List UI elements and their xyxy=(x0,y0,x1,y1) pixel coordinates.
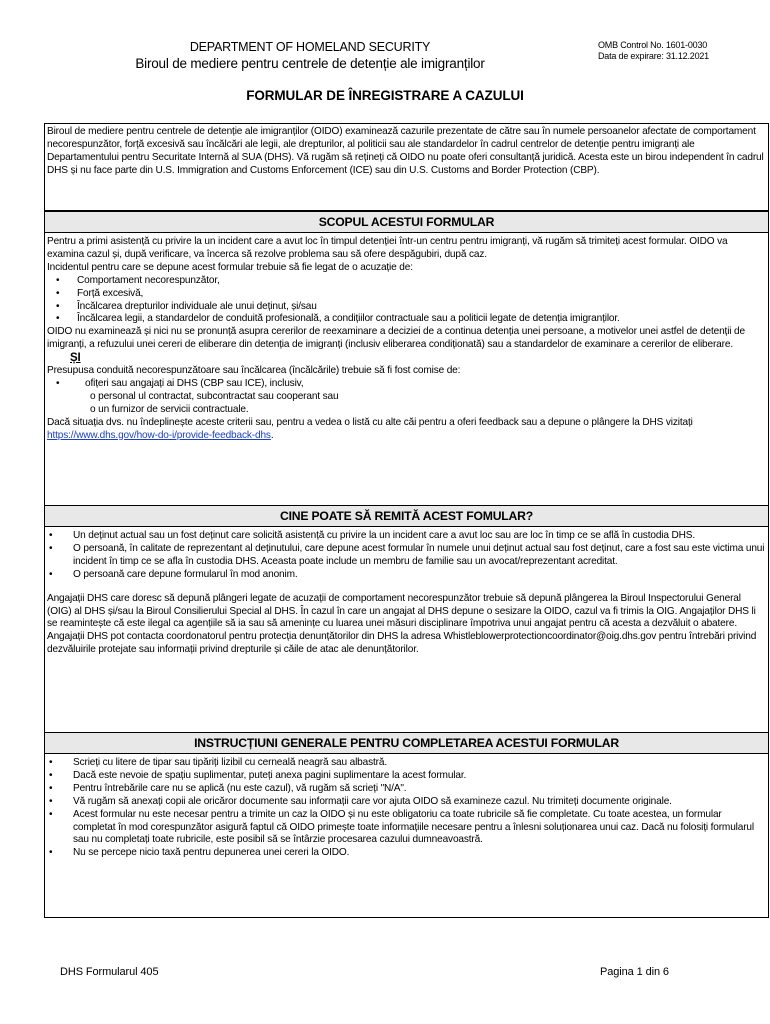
list-item: • Pentru întrebările care nu se aplică (nu este cazul), vă rugăm să scrieți "N/A". xyxy=(47,783,765,796)
form-number: DHS Formularul 405 xyxy=(60,966,159,978)
list-item: • O persoană, în calitate de reprezentant al deținutului, care depune acest formular în numele unui deținut actual sau fost deținut, care a fost sau este victima unui incident în timp ce se afla în custodia DHS. Aceasta poate include un membru de familie sau un avocat/reprezentant acreditat. xyxy=(47,543,765,569)
list-item: • O persoană care depune formularul în mod anonim. xyxy=(47,569,765,582)
who-list xyxy=(47,530,765,582)
and-label: ȘI xyxy=(70,352,81,365)
feedback-link[interactable]: https://www.dhs.gov/how-do-i/provide-feedback-dhs xyxy=(47,429,271,441)
list-item: • Încălcarea drepturilor individuale ale unui deținut, și/sau xyxy=(47,301,765,314)
list-item: • Vă rugăm să anexați copii ale oricăror documente sau informații care vor ajuta OIDO să examineze cazul. Nu trimiteți documente originale. xyxy=(47,796,765,809)
page-header xyxy=(60,40,560,71)
who-section xyxy=(47,530,765,657)
purpose-paragraph-1: Pentru a primi asistență cu privire la un incident care a avut loc în timpul detenției într-un centru pentru imigranți, vă rugăm să trimiteți acest formular. OIDO va examina cazul și, după verificare, va încerca să rezolve problema sau să ofere despăgubiri, după caz. xyxy=(47,236,728,260)
feedback-text: Dacă situația dvs. nu îndeplinește aceste criterii sau, pentru a vedea o listă cu alte căi pentru a oferi feedback sau a depune o plângere la DHS vizitați xyxy=(47,416,693,428)
intro-section xyxy=(47,126,765,178)
list-item: • Comportament necorespunzător, xyxy=(47,275,765,288)
omb-info xyxy=(598,40,709,62)
sub-item: o personal ul contractat, subcontractat sau cooperant sau xyxy=(90,390,339,402)
sub-item: o un furnizor de servicii contractuale. xyxy=(90,403,249,415)
list-item: • Scrieți cu litere de tipar sau tipăriți lizibil cu cerneală neagră sau albastră. xyxy=(47,757,765,770)
expiration-date: Data de expirare: 31.12.2021 xyxy=(598,51,709,61)
intro-text: Biroul de mediere pentru centrele de detenție ale imigranților (OIDO) examinează cazurile prezentate de către sau în numele persoanelor afectate de comportament necorespunzător, forță excesivă sau încălcări ale legii, ale drepturilor, al politicii sau ale standardelor în cadrul centrelor de detenție pentru imigranți ale Departamentului pentru Securitate Internă al SUA (DHS). Vă rugăm să rețineți că OIDO nu poate oferi consultanță juridică. Acesta este un birou independent în cadrul DHS și nu face parte din U.S. Immigration and Customs Enforcement (ICE) sau din U.S. Customs and Border Protection (CBP). xyxy=(47,126,764,176)
purpose-section xyxy=(47,236,765,443)
office-name: Biroul de mediere pentru centrele de detenție ale imigranților xyxy=(135,56,485,71)
list-item: • Forță excesivă, xyxy=(47,288,765,301)
list-item: • Acest formular nu este necesar pentru a trimite un caz la OIDO și nu este obligatoriu ca toate rubricile să fie completate. Cu toate acestea, un formular completat în mod corespunzător asigură faptul că OIDO primește toate informațiile necesare pentru a înlesni soluționarea unui caz. Dacă nu folosiți formularul sau nu completați toate rubricile, este posibil să se întârzie procesarea cazului dumneavoastră. xyxy=(47,809,765,848)
instructions-list xyxy=(47,757,765,860)
list-item: • Dacă este nevoie de spațiu suplimentar, puteți anexa pagini suplimentare la acest formular. xyxy=(47,770,765,783)
list-item: • Un deținut actual sau un fost deținut care solicită asistență cu privire la un incident care a avut loc sau are loc în timp ce se află în custodia DHS. xyxy=(47,530,765,543)
instructions-heading: INSTRUCȚIUNI GENERALE PENTRU COMPLETAREA ACESTUI FORMULAR xyxy=(44,732,769,754)
purpose-paragraph-5 xyxy=(47,417,765,443)
who-heading: CINE POATE SĂ REMITĂ ACEST FOMULAR? xyxy=(44,505,769,527)
omb-control-number: OMB Control No. 1601-0030 xyxy=(598,40,708,50)
committed-by-list xyxy=(47,378,765,391)
allegation-list xyxy=(47,275,765,327)
who-paragraph-1: Angajații DHS care doresc să depună plângeri legate de acuzații de comportament necorespunzător trebuie să depună plângerea la Biroul Inspectorului General (OIG) al DHS și/sau la Biroul Consilierului Special al DHS. În cazul în care un angajat al DHS depune o sesizare la OIDO, cazul va fi trimis la OIG. Angajaților DHS li se reamintește că este ilegal ca agențiile să ia sau să amenințe cu luarea unei măsuri disciplinare împotriva unui angajat pentru că acesta a dezvăluit o abatere. Angajații DHS pot contacta coordonatorul pentru protecția denunțătorilor din DHS la adresa Whistleblowerprotectioncoordinator@oig.dhs.gov pentru întrebări privind dezvăluirile protejate sau informații privind drepturile și căile de atac ale denunțătorilor. xyxy=(47,592,757,656)
list-item-text: ofițeri sau angajați ai DHS (CBP sau ICE), inclusiv, xyxy=(85,377,304,389)
purpose-heading: SCOPUL ACESTUI FORMULAR xyxy=(44,211,769,233)
page-number: Pagina 1 din 6 xyxy=(600,966,669,978)
department-name: DEPARTMENT OF HOMELAND SECURITY xyxy=(189,40,431,54)
list-item: • Nu se percepe nicio taxă pentru depunerea unei cereri la OIDO. xyxy=(47,847,765,860)
feedback-period: . xyxy=(270,429,274,441)
instructions-section xyxy=(47,757,765,860)
purpose-paragraph-3: OIDO nu examinează și nici nu se pronunță asupra cererilor de reexaminare a deciziei de a continua detenția unei persoane, a motivelor unei astfel de detenții de imigranți, a refuzului unei cereri de eliberare din detenția de imigranți (inclusiv eliberarea condiționată) sau a standardelor de examinare a cererilor de eliberare. xyxy=(47,326,745,351)
purpose-paragraph-2: Incidentul pentru care se depune acest formular trebuie să fie legat de o acuzație de: xyxy=(47,261,413,273)
purpose-paragraph-4: Presupusa conduită necorespunzătoare sau încălcarea (încălcările) trebuie să fi fost comise de: xyxy=(47,365,461,377)
list-item xyxy=(47,378,765,391)
form-title: FORMULAR DE ÎNREGISTRARE A CAZULUI xyxy=(246,88,524,103)
list-item: • Încălcarea legii, a standardelor de conduită profesională, a condițiilor contractuale sau a politicii legate de detenția imigranților. xyxy=(47,313,765,326)
